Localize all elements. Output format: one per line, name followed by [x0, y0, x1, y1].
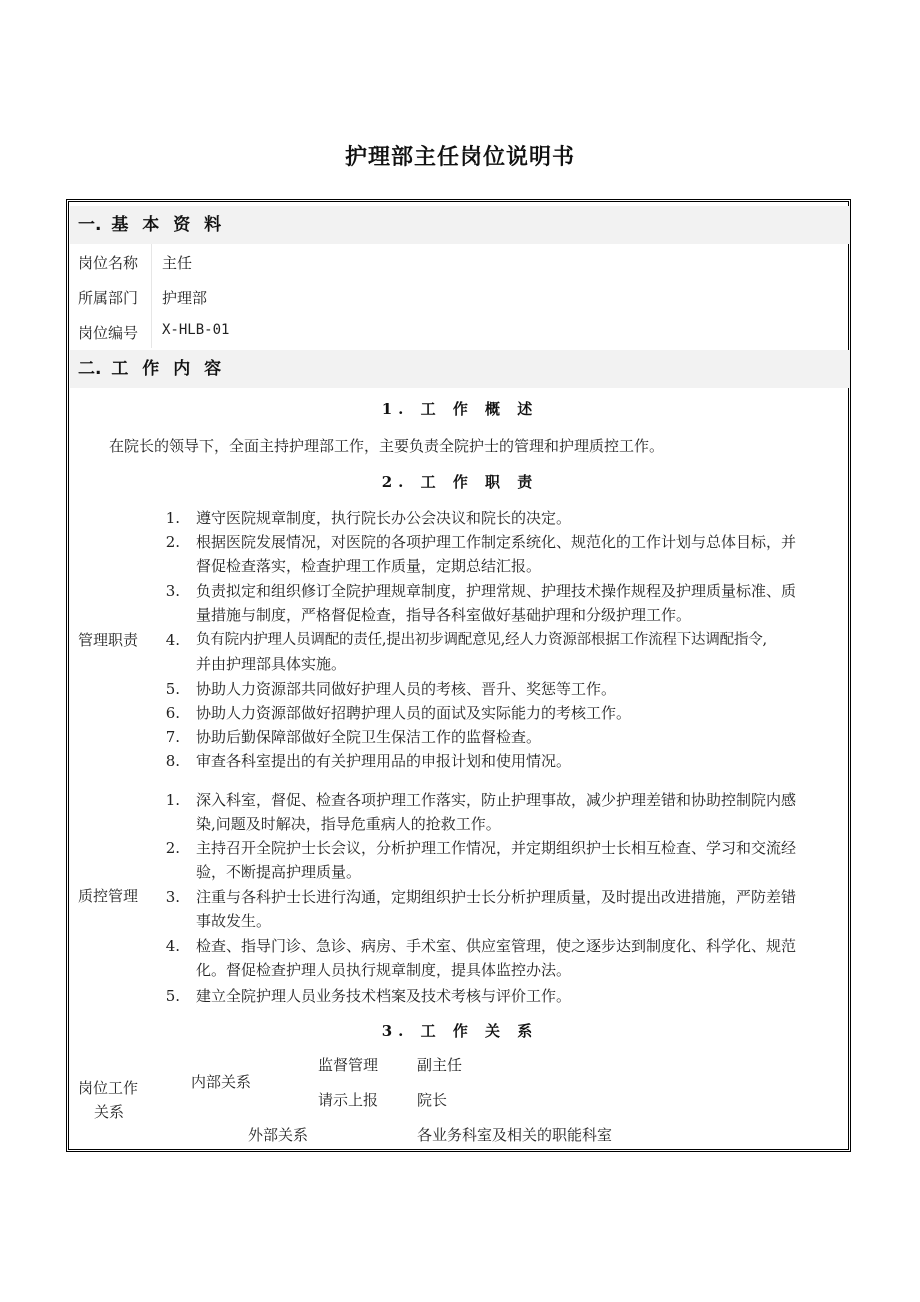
item-text: 协助后勤保障部做好全院卫生保洁工作的监督检查。 [196, 728, 542, 746]
item-text: 主持召开全院护士长会议，分析护理工作情况，并定期组织护士长相互检查、学习和交流经 [196, 839, 797, 857]
item-text: 审查各科室提出的有关护理用品的申报计划和使用情况。 [196, 752, 572, 770]
item-number: 1. [165, 791, 180, 809]
position-name-label: 岗位名称 [78, 254, 139, 272]
item-number: 3. [165, 888, 180, 906]
supervise-target: 副主任 [417, 1056, 463, 1074]
item-text: 协助人力资源部共同做好护理人员的考核、晋升、奖惩等工作。 [196, 680, 617, 698]
overview-heading: 1. 工 作 概 述 [381, 400, 539, 418]
external-relations-label: 外部关系 [248, 1126, 309, 1144]
section-title: 基 本 资 料 [111, 215, 226, 235]
section-number: 二. [78, 359, 102, 379]
item-number: 7. [165, 728, 180, 746]
duties-heading: 2. 工 作 职 责 [381, 473, 539, 491]
column-divider [151, 244, 152, 348]
report-label: 请示上报 [318, 1091, 379, 1109]
item-text: 建立全院护理人员业务技术档案及技术考核与评价工作。 [196, 987, 572, 1005]
section-basic-info [70, 206, 850, 244]
item-text: 负责拟定和组织修订全院护理规章制度，护理常规、护理技术操作规程及护理质量标准、质 [196, 582, 797, 600]
item-text: 验，不断提高护理质量。 [196, 863, 362, 881]
item-text: 注重与各科护士长进行沟通，定期组织护士长分析护理质量，及时提出改进措施，严防差错 [196, 888, 797, 906]
item-number: 2. [165, 533, 180, 551]
item-number: 4. [165, 631, 180, 649]
position-name-value: 主任 [162, 254, 193, 272]
item-text: 量措施与制度，严格督促检查，指导各科室做好基础护理和分级护理工作。 [196, 606, 692, 624]
item-number: 5. [165, 987, 180, 1005]
section-work-content [70, 350, 850, 388]
item-text: 事故发生。 [196, 912, 272, 930]
relations-label-line2: 关系 [94, 1103, 125, 1121]
position-code-value: X-HLB-01 [162, 322, 230, 338]
item-text: 染,问题及时解决，指导危重病人的抢救工作。 [196, 815, 501, 833]
department-value: 护理部 [162, 289, 208, 307]
item-text: 检查、指导门诊、急诊、病房、手术室、供应室管理，使之逐步达到制度化、科学化、规范 [196, 937, 797, 955]
item-text: 并由护理部具体实施。 [196, 655, 347, 673]
item-text: 根据医院发展情况，对医院的各项护理工作制定系统化、规范化的工作计划与总体目标，并 [196, 533, 797, 551]
item-text: 深入科室，督促、检查各项护理工作落实，防止护理事故，减少护理差错和协助控制院内感 [196, 791, 797, 809]
item-number: 8. [165, 752, 180, 770]
position-code-label: 岗位编号 [78, 324, 139, 342]
item-number: 1. [165, 509, 180, 527]
item-text: 化。督促检查护理人员执行规章制度，提具体监控办法。 [196, 961, 572, 979]
item-number: 5. [165, 680, 180, 698]
section-title: 工 作 内 容 [111, 359, 226, 379]
relations-label-line1: 岗位工作 [78, 1079, 139, 1097]
management-duties-label: 管理职责 [78, 631, 139, 649]
page-title: 护理部主任岗位说明书 [344, 145, 575, 170]
external-relations-target: 各业务科室及相关的职能科室 [417, 1126, 613, 1144]
item-text: 遵守医院规章制度，执行院长办公会决议和院长的决定。 [196, 509, 572, 527]
relations-heading: 3. 工 作 关 系 [381, 1022, 539, 1040]
item-number: 4. [165, 937, 180, 955]
department-label: 所属部门 [78, 289, 139, 307]
internal-relations-label: 内部关系 [191, 1073, 252, 1091]
overview-text: 在院长的领导下，全面主持护理部工作，主要负责全院护士的管理和护理质控工作。 [109, 437, 665, 455]
item-number: 6. [165, 704, 180, 722]
item-number: 3. [165, 582, 180, 600]
section-number: 一. [78, 215, 102, 235]
report-target: 院长 [417, 1091, 448, 1109]
quality-control-label: 质控管理 [78, 887, 139, 905]
supervise-label: 监督管理 [318, 1056, 379, 1074]
item-number: 2. [165, 839, 180, 857]
item-text: 协助人力资源部做好招聘护理人员的面试及实际能力的考核工作。 [196, 704, 632, 722]
item-text: 负有院内护理人员调配的责任,提出初步调配意见,经人力资源部根据工作流程下达调配指令, [196, 632, 767, 648]
item-text: 督促检查落实，检查护理工作质量，定期总结汇报。 [196, 557, 542, 575]
